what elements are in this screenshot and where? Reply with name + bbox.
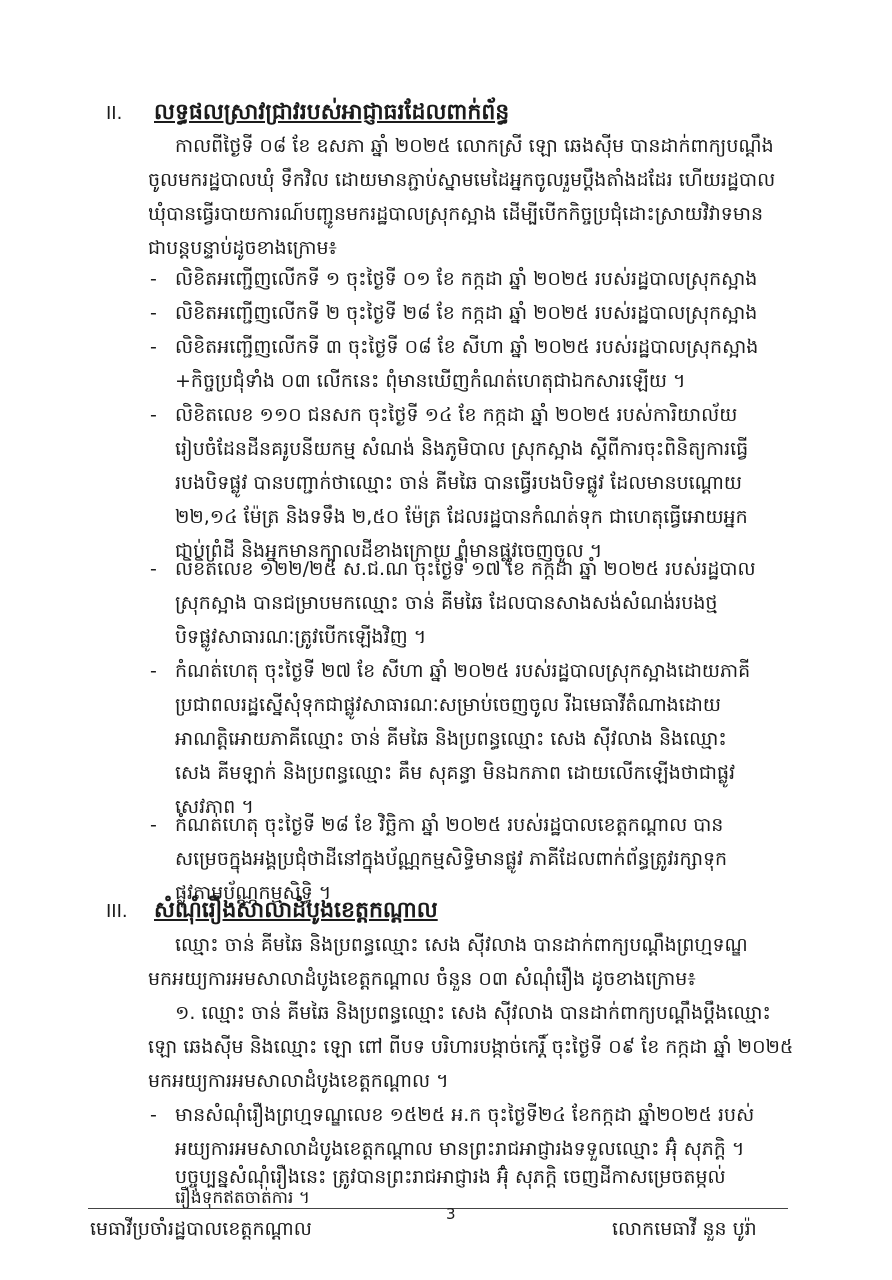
section-2-intro-line: ចូលមករដ្ឋបាលឃុំ ទឹកវិល ដោយមានភ្ជាប់ស្នាមមេដៃអ្នកចូលរួមប្ដឹងតាំងដដែរ ហើយរដ្ឋបាល <box>148 169 776 191</box>
bullet-dash: - <box>150 336 157 358</box>
section-3-title: សំណុំរឿងសាលាដំបូងខេត្តកណ្តាល <box>154 898 438 923</box>
footer-divider <box>88 1208 788 1209</box>
bullet-dash: - <box>150 1104 157 1126</box>
bullet-line: សេង គីមឡាក់ និងប្រពន្ធឈ្មោះ គឹម សុគន្ធា មិនឯកភាព ដោយលើកឡើងថាជាផ្លូវ <box>175 762 736 784</box>
bullet-line: សម្រេចក្នុងអង្គប្រជុំថាដីនៅក្នុងប័ណ្ណកម្មសិទ្ធិមានផ្លូវ ភាគីដែលពាក់ព័ន្ធត្រូវរក្សាទុក <box>175 848 728 870</box>
section-3-intro-line: ឈ្មោះ ចាន់ គីមឆៃ និងប្រពន្ធឈ្មោះ សេង ស៊ីវលាង បានដាក់ពាក្យបណ្តឹងព្រហ្មទណ្ឌ <box>175 934 748 956</box>
section-2-intro-line: ជាបន្តបន្ទាប់ដូចខាងក្រោម៖ <box>148 237 337 259</box>
case-item-line: មកអយ្យការអមសាលាដំបូងខេត្តកណ្តាល ។ <box>148 1070 449 1092</box>
section-3-heading <box>106 894 438 929</box>
bullet-dash: - <box>150 302 157 324</box>
bullet-dash: - <box>150 268 157 290</box>
case-detail-line: មានសំណុំរឿងព្រហ្មទណ្ឌលេខ ១៥២៥ អ.ក ចុះថ្ងៃទី២៤ ខែកក្កដា ឆ្នាំ២០២៥ របស់ <box>175 1104 755 1126</box>
bullet-line: រៀបចំដែនដីនគរូបនីយកម្ម សំណង់ និងភូមិបាល ស្រុកស្អាង ស្ដីពីការចុះពិនិត្យការធ្វើ <box>175 438 749 460</box>
bullet-dash: - <box>150 660 157 682</box>
bullet-line: +កិច្ចប្រជុំទាំង ០៣ លើកនេះ ពុំមានឃើញកំណត់ហេតុជាឯកសារឡើយ ។ <box>175 370 686 392</box>
bullet-line: ផ្លូវតាមប័ណ្ណកម្មសិទ្ធិ ។ <box>175 882 332 904</box>
bullet-line: បិទផ្លូវសាធារណៈត្រូវបើកឡើងវិញ ។ <box>175 626 427 648</box>
section-3-number: III. <box>106 901 128 922</box>
section-2-title: លទ្ធផលស្រាវជ្រាវរបស់អាជ្ញាធរដែលពាក់ព័ន្ធ <box>154 100 510 125</box>
bullet-dash: - <box>150 814 157 836</box>
bullet-line: ប្រជាពលរដ្ឋស្នើសុំទុកជាផ្លូវសាធារណៈសម្រាប់ចេញចូល រីឯមេធាវីតំណាងដោយ <box>175 694 721 716</box>
case-detail-line: រឿងទុកឥតចាត់ការ ។ <box>175 1188 310 1208</box>
bullet-line: ២២,១៤ ម៉ែត្រ និងទទឹង ២,៥០ ម៉ែត្រ ដែលរដ្ឋបានកំណត់ទុក ជាហេតុធ្វើអោយអ្នក <box>175 506 748 528</box>
bullet-line: សេវភាព ។ <box>175 796 254 818</box>
bullet-line: អាណត្តិអោយភាគីឈ្មោះ ចាន់ គីមឆៃ និងប្រពន្ធឈ្មោះ សេង ស៊ីវលាង និងឈ្មោះ <box>175 728 727 750</box>
page-number: 3 <box>446 1205 456 1223</box>
bullet-line: កំណត់ហេតុ ចុះថ្ងៃទី ២៨ ខែ វិច្ឆិកា ឆ្នាំ ២០២៥ របស់រដ្ឋបាលខេត្តកណ្តាល បាន <box>175 814 724 836</box>
bullet-line: លិខិតលេខ ១១០ ជនសក ចុះថ្ងៃទី ១៤ ខែ កក្កដា ឆ្នាំ ២០២៥ របស់ការិយាល័យ <box>175 404 738 426</box>
section-2-number: II. <box>106 103 123 124</box>
case-detail-line: បច្ចុប្បន្នសំណុំរឿងនេះ ត្រូវបានព្រះរាជអាជ្ញារង អ៊ុំ សុភក្តិ ចេញដីកាសម្រេចតម្កល់ <box>175 1166 726 1188</box>
bullet-line: លិខិតអញ្ជើញលើកទី ២ ចុះថ្ងៃទី ២៨ ខែ កក្កដា ឆ្នាំ ២០២៥ របស់រដ្ឋបាលស្រុកស្អាង <box>175 302 758 324</box>
bullet-line: លិខិតអញ្ជើញលើកទី ៣ ចុះថ្ងៃទី ០៨ ខែ សីហា ឆ្នាំ ២០២៥ របស់រដ្ឋបាលស្រុកស្អាង <box>175 336 759 358</box>
section-2-intro-line: កាលពីថ្ងៃទី ០៨ ខែ ឧសភា ឆ្នាំ ២០២៥ លោកស្រី ឡោ ឆេងស៊ីម បានដាក់ពាក្យបណ្តឹង <box>175 135 774 157</box>
footer-right-text: លោកមេធាវី នួន បូរ៉ា <box>612 1218 757 1240</box>
bullet-line: ស្រុកស្អាង បានជម្រាបមកឈ្មោះ ចាន់ គីមឆៃ ដែលបានសាងសង់សំណង់របងថ្ម <box>175 592 718 614</box>
case-item-line: ១. ឈ្មោះ ចាន់ គីមឆៃ និងប្រពន្ធឈ្មោះ សេង ស៊ីវលាង បានដាក់ពាក្យបណ្តឹងប្ដឹងឈ្មោះ <box>175 1002 771 1024</box>
bullet-line: ជាប់ព្រំដី និងអ្នកមានក្បាលដីខាងក្រោយ ពុំមានផ្លូវចេញចូល ។ <box>175 540 603 562</box>
bullet-line: លិខិតអញ្ជើញលើកទី ១ ចុះថ្ងៃទី ០១ ខែ កក្កដា ឆ្នាំ ២០២៥ របស់រដ្ឋបាលស្រុកស្អាង <box>175 268 758 290</box>
section-2-intro-line: ឃុំបានធ្វើរបាយការណ៍បញ្ជូនមករដ្ឋបាលស្រុកស្អាង ដើម្បីបើកកិច្ចប្រជុំដោះស្រាយវិវាទមាន <box>148 203 764 225</box>
bullet-line: កំណត់ហេតុ ចុះថ្ងៃទី ២៧ ខែ សីហា ឆ្នាំ ២០២៥ របស់រដ្ឋបាលស្រុកស្អាងដោយភាគី <box>175 660 751 682</box>
case-item-line: ឡោ ឆេងស៊ីម និងឈ្មោះ ឡោ ពៅ ពីបទ បរិហារបង្កាច់កេរ្តិ៍ ចុះថ្ងៃទី ០៩ ខែ កក្កដា ឆ្នាំ ២០២៥ <box>148 1036 794 1058</box>
bullet-dash: - <box>150 558 157 580</box>
section-3-intro-line: មកអយ្យការអមសាលាដំបូងខេត្តកណ្តាល ចំនួន ០៣ សំណុំរឿង ដូចខាងក្រោម៖ <box>148 968 696 990</box>
footer-left-text: មេធាវីប្រចាំរដ្ឋបាលខេត្តកណ្តាល <box>90 1218 312 1240</box>
bullet-dash: - <box>150 404 157 426</box>
bullet-line: លិខិតលេខ ១២២/២៥ ស.ជ.ណ ចុះថ្ងៃទី ១៧ ខែ កក្កដា ឆ្នាំ ២០២៥ របស់រដ្ឋបាល <box>175 558 756 580</box>
bullet-line: របងបិទផ្លូវ បានបញ្ជាក់ថាឈ្មោះ ចាន់ គីមឆៃ បានធ្វើរបងបិទផ្លូវ ដែលមានបណ្តោយ <box>175 472 742 494</box>
case-detail-line: អយ្យការអមសាលាដំបូងខេត្តកណ្តាល មានព្រះរាជអាជ្ញារងទទួលឈ្មោះ អ៊ុំ សុភក្តិ ។ <box>175 1138 745 1160</box>
section-2-heading <box>106 96 509 131</box>
